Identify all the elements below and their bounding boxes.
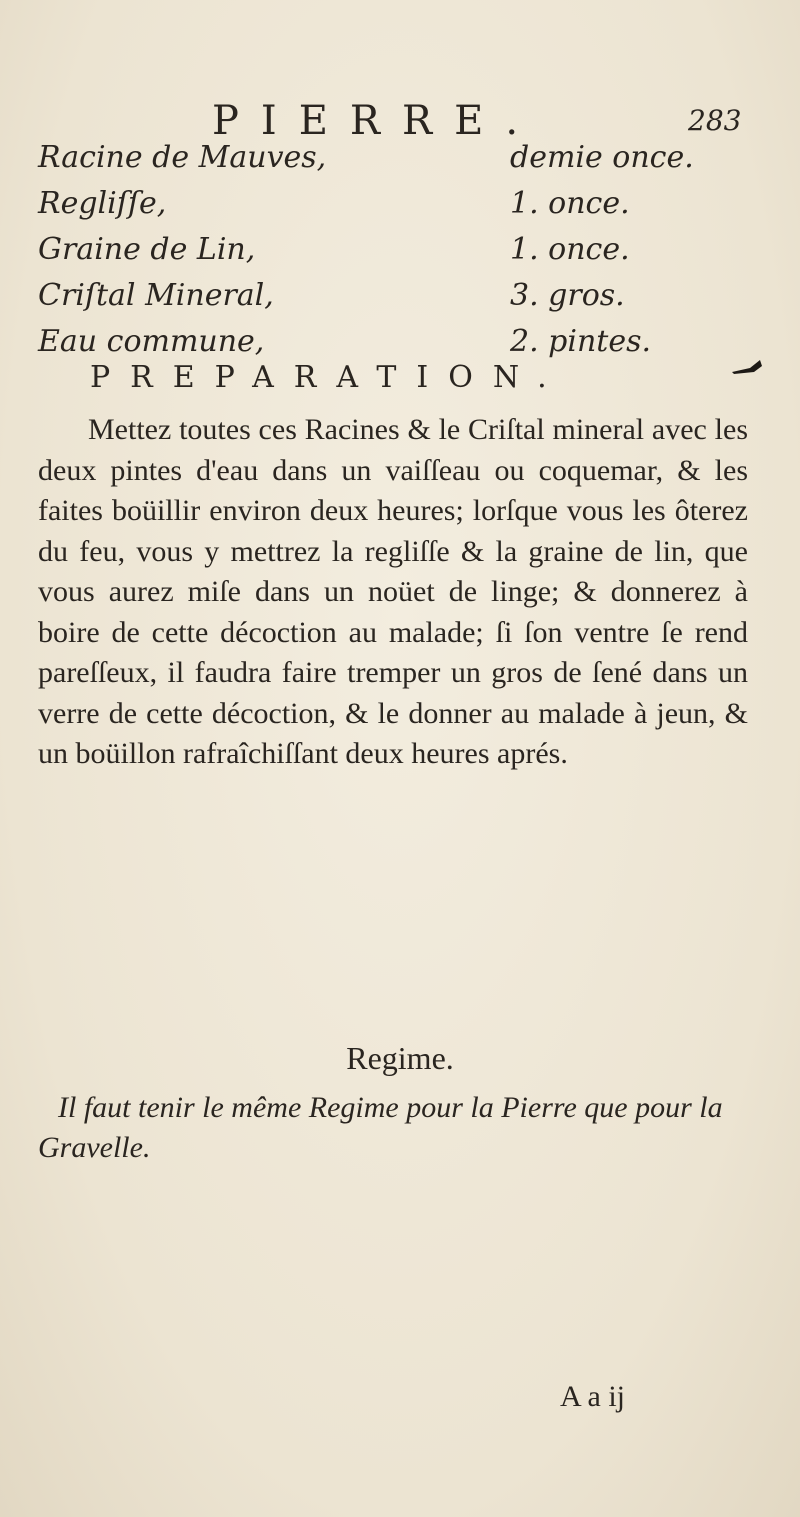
ingredient: Graine de Lin, [38, 232, 256, 267]
recipe-row [0, 186, 800, 232]
quantity: 3. gros. [510, 278, 625, 313]
recipe-list [0, 140, 800, 370]
preparation-text [38, 410, 748, 775]
recipe-row [0, 140, 800, 186]
recipe-row [0, 232, 800, 278]
recipe-row [0, 278, 800, 324]
ingredient: Eau commune, [38, 324, 265, 359]
regime-text [38, 1088, 748, 1168]
quantity: 1. once. [510, 186, 630, 221]
quantity: 2. pintes. [510, 324, 652, 359]
signature-mark: A a ij [560, 1380, 625, 1413]
page-number: 283 [688, 104, 742, 137]
ingredient: Criſtal Mineral, [38, 278, 274, 313]
quantity: 1. once. [510, 232, 630, 267]
ingredient: Racine de Mauves, [38, 140, 327, 175]
quantity: demie once. [510, 140, 694, 175]
preparation-paragraph: Mettez toutes ces Racines & le Criſtal mineral avec les deux pintes d'eau dans un vaiſſeau ou coquemar, & les faites boüillir environ deux heures; lorſque vous les ôterez du feu, vous y mettrez la regliſſe & la graine de lin, que vous aurez miſe dans un noüet de linge; & donnerez à boire de cette décoction au malade; ſi ſon ventre ſe rend pareſſeux, il faudra faire tremper un gros de ſené dans un verre de cette décoction, & le donner au malade à jeun, & un boüillon rafraîchiſſant deux heures aprés. [38, 413, 748, 770]
preparation-heading: PREPARATION. [90, 360, 567, 395]
regime-paragraph: Il faut tenir le même Regime pour la Pierre que pour la Gravelle. [38, 1091, 723, 1164]
running-title: PIERRE. [212, 98, 541, 144]
regime-heading: Regime. [346, 1040, 454, 1076]
ingredient: Regliſſe, [38, 186, 167, 221]
ink-blot-icon [730, 358, 764, 376]
